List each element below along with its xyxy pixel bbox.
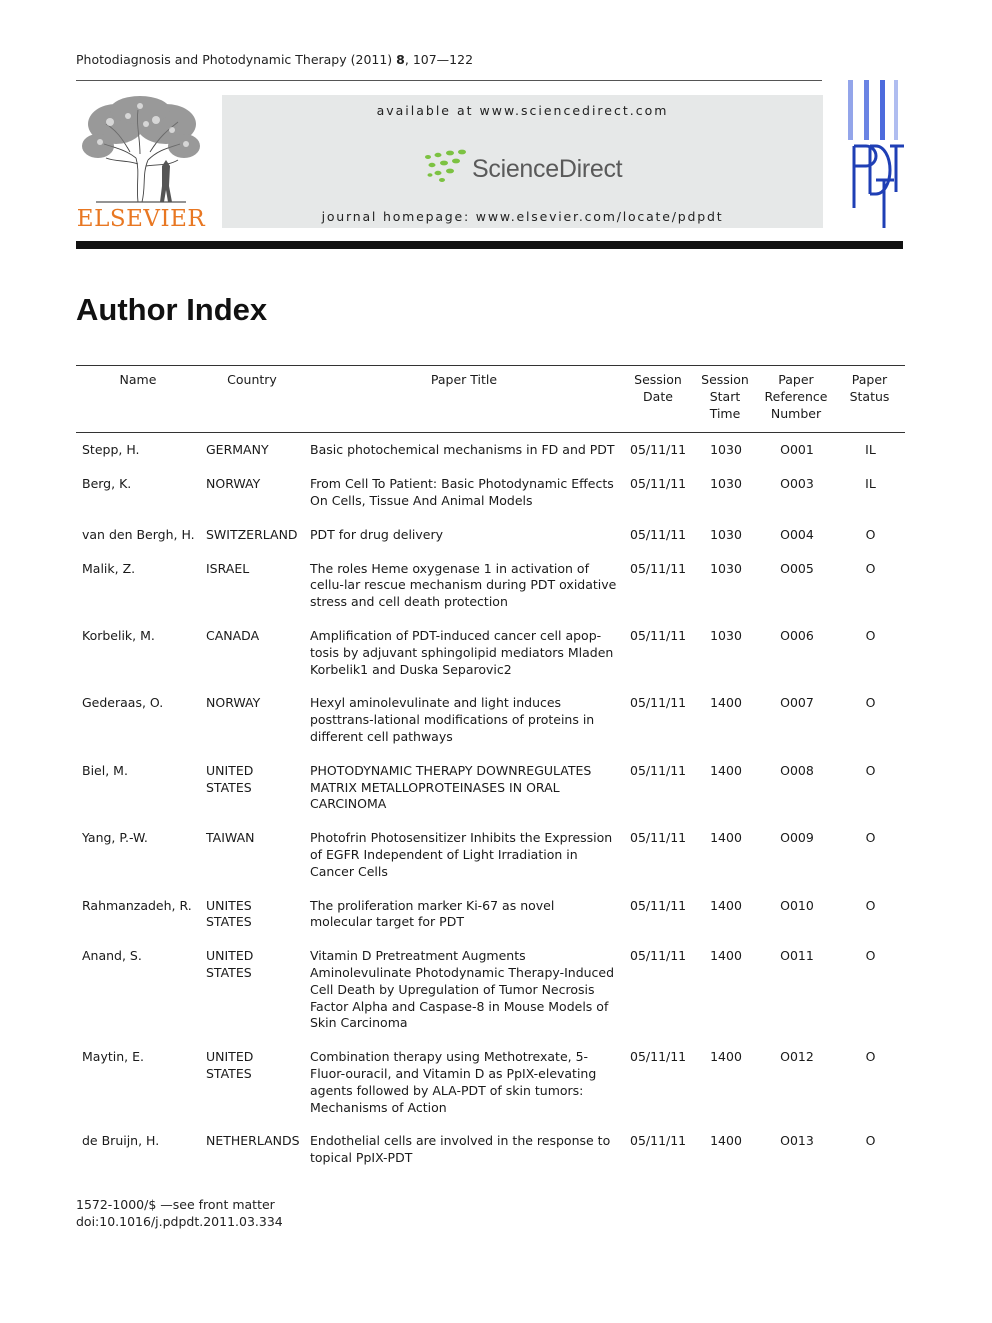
paper-ref-number: O008	[780, 762, 814, 778]
session-date: 05/11/11	[630, 1133, 687, 1149]
table-row	[76, 763, 905, 830]
sciencedirect-dots-icon	[422, 147, 472, 187]
sciencedirect-wordmark: ScienceDirect	[472, 155, 623, 183]
session-date: 05/11/11	[630, 560, 687, 576]
paper-title: PDT for drug delivery	[310, 526, 444, 542]
elsevier-logo	[76, 94, 206, 234]
session-date: 05/11/11	[630, 762, 687, 778]
session-start-time: 1400	[710, 948, 742, 964]
paper-ref-number: O009	[780, 830, 814, 846]
session-start-time: 1030	[710, 627, 742, 643]
session-date: 05/11/11	[630, 1049, 687, 1065]
author-country: GERMANY	[206, 442, 269, 458]
paper-ref-number: O003	[780, 476, 814, 492]
col-header-session-start: Session Start Time	[692, 366, 758, 433]
col-header-name: Name	[76, 366, 200, 433]
table-row	[76, 830, 905, 897]
session-start-time: 1400	[710, 1049, 742, 1065]
paper-status: O	[865, 1049, 876, 1065]
table-row	[76, 1049, 905, 1133]
table-row	[76, 898, 905, 949]
table-row	[76, 433, 905, 476]
author-country: UNITED STATES	[206, 762, 254, 795]
paper-title: PHOTODYNAMIC THERAPY DOWNREGULATES MATRIX METALLOPROTEINASES IN ORAL CARCINOMA	[310, 762, 592, 812]
journal-name: Photodiagnosis and Photodynamic Therapy (2011)	[76, 52, 393, 67]
session-date: 05/11/11	[630, 948, 687, 964]
table-row	[76, 476, 905, 527]
author-country: UNITED STATES	[206, 948, 254, 980]
pdpt-logo	[840, 80, 906, 230]
paper-ref-number: O010	[780, 897, 814, 913]
table-row	[76, 628, 905, 695]
paper-status: O	[865, 695, 876, 711]
session-start-time: 1400	[710, 830, 742, 846]
session-start-time: 1030	[710, 526, 742, 542]
paper-ref-number: O006	[780, 627, 814, 643]
author-country: NETHERLANDS	[206, 1133, 300, 1149]
session-date: 05/11/11	[630, 627, 687, 643]
paper-title: From Cell To Patient: Basic Photodynamic Effects On Cells, Tissue And Animal Models	[310, 476, 614, 508]
paper-title: The proliferation marker Ki-67 as novel molecular target for PDT	[310, 897, 555, 930]
sciencedirect-logo	[422, 147, 642, 187]
table-row	[76, 561, 905, 628]
author-name: Biel, M.	[82, 762, 128, 778]
author-name: Yang, P.-W.	[82, 830, 148, 846]
author-name: Berg, K.	[82, 476, 132, 492]
author-country: NORWAY	[206, 476, 261, 492]
doi-line: doi:10.1016/j.pdpdt.2011.03.334	[76, 1213, 283, 1229]
col-header-country: Country	[200, 366, 304, 433]
author-index-table	[76, 365, 905, 1184]
paper-status: O	[865, 762, 876, 778]
table-body	[76, 433, 905, 1184]
paper-status: IL	[865, 442, 876, 458]
paper-title: The roles Heme oxygenase 1 in activation of cellu-lar rescue mechanism during PDT oxidative stress and cell death protection	[310, 560, 617, 610]
author-country: UNITES STATES	[206, 897, 252, 930]
author-name: van den Bergh, H.	[82, 526, 195, 542]
paper-ref-number: O004	[780, 526, 814, 542]
paper-status: O	[865, 560, 876, 576]
paper-ref-number: O012	[780, 1049, 814, 1065]
journal-pages: , 107—122	[404, 52, 474, 67]
top-divider	[76, 80, 822, 81]
paper-ref-number: O001	[780, 442, 814, 458]
session-date: 05/11/11	[630, 476, 687, 492]
session-start-time: 1030	[710, 442, 742, 458]
paper-status: O	[865, 948, 876, 964]
col-header-status: Paper Status	[834, 366, 905, 433]
session-start-time: 1400	[710, 897, 742, 913]
author-country: NORWAY	[206, 695, 261, 711]
journal-volume: 8	[396, 52, 405, 67]
session-start-time: 1400	[710, 695, 742, 711]
author-name: de Bruijn, H.	[82, 1133, 160, 1149]
paper-status: O	[865, 1133, 876, 1149]
session-date: 05/11/11	[630, 526, 687, 542]
sciencedirect-banner	[222, 95, 823, 228]
available-at-text: available at www.sciencedirect.com	[376, 103, 669, 118]
issn-line: 1572-1000/$ —see front matter	[76, 1197, 275, 1212]
paper-status: O	[865, 830, 876, 846]
footer	[76, 1197, 283, 1230]
paper-title: Photofrin Photosensitizer Inhibits the Expression of EGFR Independent of Light Irradiation in Cancer Cells	[310, 830, 613, 879]
paper-status: O	[865, 897, 876, 913]
page-title: Author Index	[76, 292, 268, 327]
elsevier-wordmark: ELSEVIER	[76, 206, 206, 232]
paper-ref-number: O007	[780, 695, 814, 711]
session-start-time: 1400	[710, 1133, 742, 1149]
author-name: Rahmanzadeh, R.	[82, 897, 192, 913]
journal-citation	[76, 52, 473, 67]
col-header-paper-title: Paper Title	[304, 366, 624, 433]
table-row	[76, 1133, 905, 1184]
author-country: UNITED STATES	[206, 1049, 254, 1081]
col-header-session-date: Session Date	[624, 366, 692, 433]
paper-title: Hexyl aminolevulinate and light induces posttrans-lational modifications of proteins in different cell pathways	[310, 695, 595, 744]
author-country: SWITZERLAND	[206, 526, 298, 542]
author-country: TAIWAN	[206, 830, 255, 846]
paper-ref-number: O005	[780, 560, 814, 576]
session-date: 05/11/11	[630, 442, 687, 458]
table-row	[76, 695, 905, 762]
author-country: CANADA	[206, 627, 260, 643]
paper-status: IL	[865, 476, 876, 492]
journal-homepage-text: journal homepage: www.elsevier.com/locate/pdpdt	[321, 209, 724, 224]
paper-title: Vitamin D Pretreatment Augments Aminolevulinate Photodynamic Therapy-Induced Cell Death by Upregulation of Tumor Necrosis Factor Alpha and Caspase-8 in Mouse Models of Skin Carcinoma	[310, 948, 615, 1031]
session-start-time: 1400	[710, 762, 742, 778]
paper-title: Amplification of PDT-induced cancer cell apop-tosis by adjuvant sphingolipid mediators Mladen Korbelik1 and Duska Separovic2	[310, 627, 614, 677]
author-name: Gederaas, O.	[82, 695, 164, 711]
paper-title: Endothelial cells are involved in the response to topical PpIX-PDT	[310, 1133, 611, 1166]
table-row	[76, 527, 905, 561]
author-name: Maytin, E.	[82, 1049, 144, 1065]
col-header-ref-number: Paper Reference Number	[758, 366, 834, 433]
table-row	[76, 948, 905, 1049]
session-date: 05/11/11	[630, 897, 687, 913]
table-header-row	[76, 366, 905, 433]
author-name: Korbelik, M.	[82, 627, 155, 643]
author-country: ISRAEL	[206, 560, 250, 576]
session-date: 05/11/11	[630, 830, 687, 846]
paper-status: O	[865, 627, 876, 643]
header-thick-divider	[76, 241, 903, 249]
elsevier-tree-icon	[76, 94, 206, 206]
paper-title: Basic photochemical mechanisms in FD and PDT	[310, 442, 615, 458]
author-name: Stepp, H.	[82, 442, 140, 458]
pdpt-logo-icon	[840, 80, 906, 230]
paper-ref-number: O013	[780, 1133, 814, 1149]
paper-title: Combination therapy using Methotrexate, 5-Fluor-ouracil, and Vitamin D as PpIX-elevating agents followed by ALA-PDT of skin tumors: Mechanisms of Action	[310, 1049, 597, 1115]
paper-status: O	[865, 526, 876, 542]
session-start-time: 1030	[710, 476, 742, 492]
author-name: Anand, S.	[82, 948, 142, 964]
session-date: 05/11/11	[630, 695, 687, 711]
paper-ref-number: O011	[780, 948, 814, 964]
session-start-time: 1030	[710, 560, 742, 576]
author-name: Malik, Z.	[82, 560, 136, 576]
